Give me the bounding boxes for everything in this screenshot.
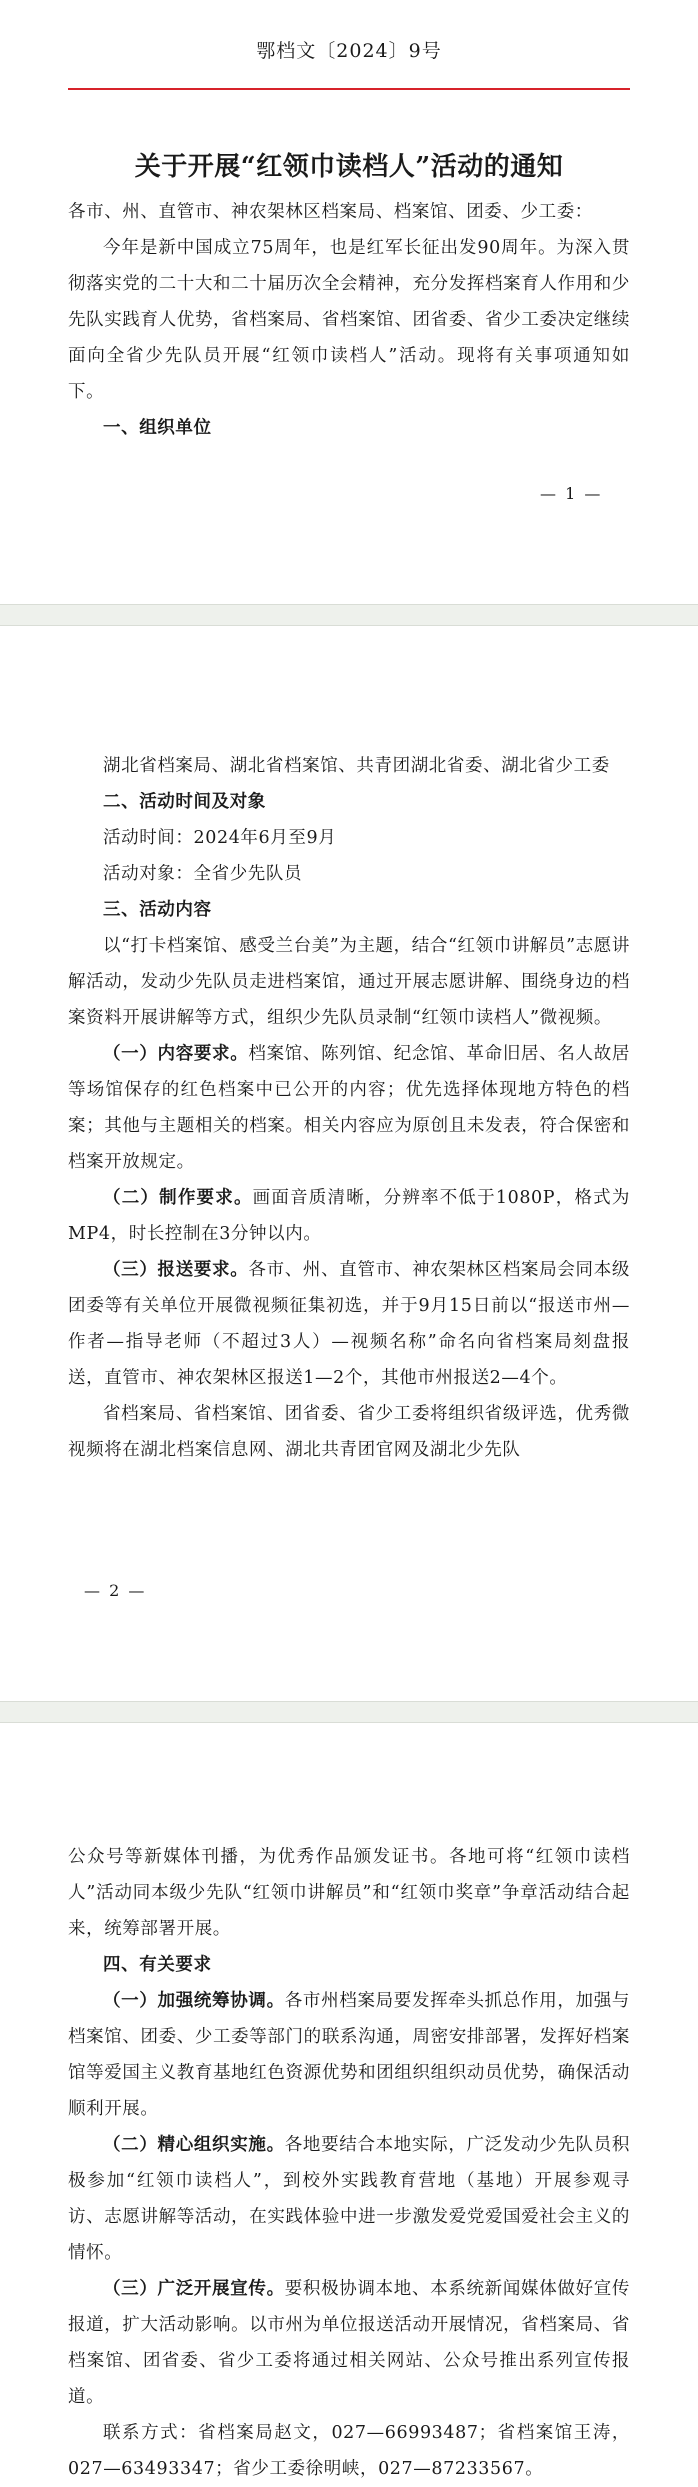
requirement-submission-text: 各市、州、直管市、神农架林区档案局会同本级团委等有关单位开展微视频征集初选，并于9月15日前以“报送市州—作者—指导老师（不超过3人）—视频名称”命名向省档案局刻盘报送，直管市、神农架林区报送1—2个，其他市州报送2—4个。	[68, 1260, 630, 1388]
contact-info: 联系方式：省档案局赵文，027—66993487；省档案馆王涛，027—63493347；省少工委徐明峡，027—87233567。	[68, 2423, 630, 2479]
section-heading-requirements: 四、有关要求	[103, 1955, 212, 1975]
page-separator	[0, 604, 698, 626]
requirement-content	[68, 1036, 630, 1180]
requirement-coordination-text: 各市州档案局要发挥牵头抓总作用，加强与档案馆、团委、少工委等部门的联系沟通，周密安排部署，发挥好档案馆等爱国主义教育基地红色资源优势和团组织组织动员优势，确保活动顺利开展。	[68, 1991, 630, 2119]
requirement-implementation-label: （二）精心组织实施。	[103, 2135, 285, 2155]
document-page-1	[0, 0, 698, 604]
requirement-production-label: （二）制作要求。	[103, 1188, 253, 1208]
section-heading-organizers: 一、组织单位	[103, 418, 212, 438]
requirement-content-text: 档案馆、陈列馆、纪念馆、革命旧居、名人故居等场馆保存的红色档案中已公开的内容；优先选择体现地方特色的档案；其他与主题相关的档案。相关内容应为原创且未发表，符合保密和档案开放规定。	[68, 1044, 630, 1172]
page-1-body	[68, 194, 630, 446]
addressee: 各市、州、直管市、神农架林区档案局、档案馆、团委、少工委：	[68, 202, 593, 222]
document-page-2	[0, 626, 698, 1701]
content-intro: 以“打卡档案馆、感受兰台美”为主题，结合“红领巾讲解员”志愿讲解活动，发动少先队员走进档案馆，通过开展志愿讲解、围绕身边的档案资料开展讲解等方式，组织少先队员录制“红领巾读档人”微视频。	[68, 936, 630, 1028]
requirement-coordination-label: （一）加强统筹协调。	[103, 1991, 285, 2011]
activity-time: 活动时间：2024年6月至9月	[103, 828, 337, 848]
section-heading-content: 三、活动内容	[103, 900, 212, 920]
organizer-list: 湖北省档案局、湖北省档案馆、共青团湖北省委、湖北省少工委	[103, 756, 610, 776]
section-heading-time-target: 二、活动时间及对象	[103, 792, 266, 812]
page-separator	[0, 1701, 698, 1723]
page-2-body	[68, 748, 630, 1468]
requirement-publicity	[68, 2271, 630, 2415]
page-number-1: — 1 —	[540, 484, 603, 503]
activity-target: 活动对象：全省少先队员	[103, 864, 303, 884]
requirement-production	[68, 1180, 630, 1252]
document-title: 关于开展“红领巾读档人”活动的通知	[134, 152, 564, 182]
document-number: 鄂档文〔2024〕9号	[256, 40, 442, 62]
selection-paragraph: 省档案局、省档案馆、团省委、省少工委将组织省级评选，优秀微视频将在湖北档案信息网、湖北共青团官网及湖北少先队	[68, 1404, 630, 1460]
requirement-coordination	[68, 1983, 630, 2127]
requirement-publicity-label: （三）广泛开展宣传。	[103, 2279, 285, 2299]
requirement-publicity-text: 要积极协调本地、本系统新闻媒体做好宣传报道，扩大活动影响。以市州为单位报送活动开展情况，省档案局、省档案馆、团省委、省少工委将通过相关网站、公众号推出系列宣传报道。	[68, 2279, 630, 2407]
requirement-content-label: （一）内容要求。	[103, 1044, 249, 1064]
requirement-submission	[68, 1252, 630, 1396]
document-page-3	[0, 1723, 698, 2481]
page-3-body	[68, 1839, 630, 2487]
continuation-paragraph: 公众号等新媒体刊播，为优秀作品颁发证书。各地可将“红领巾读档人”活动同本级少先队“红领巾讲解员”和“红领巾奖章”争章活动结合起来，统筹部署开展。	[68, 1847, 630, 1939]
requirement-submission-label: （三）报送要求。	[103, 1260, 249, 1280]
intro-paragraph: 今年是新中国成立75周年，也是红军长征出发90周年。为深入贯彻落实党的二十大和二十届历次全会精神，充分发挥档案育人作用和少先队实践育人优势，省档案局、省档案馆、团省委、省少工委决定继续面向全省少先队员开展“红领巾读档人”活动。现将有关事项通知如下。	[68, 238, 630, 402]
requirement-implementation	[68, 2127, 630, 2271]
red-header-rule	[68, 88, 630, 90]
page-number-2: — 2 —	[84, 1581, 147, 1600]
requirement-production-text: 画面音质清晰，分辨率不低于1080P，格式为MP4，时长控制在3分钟以内。	[68, 1188, 630, 1244]
requirement-implementation-text: 各地要结合本地实际，广泛发动少先队员积极参加“红领巾读档人”，到校外实践教育营地（基地）开展参观寻访、志愿讲解等活动，在实践体验中进一步激发爱党爱国爱社会主义的情怀。	[68, 2135, 630, 2263]
